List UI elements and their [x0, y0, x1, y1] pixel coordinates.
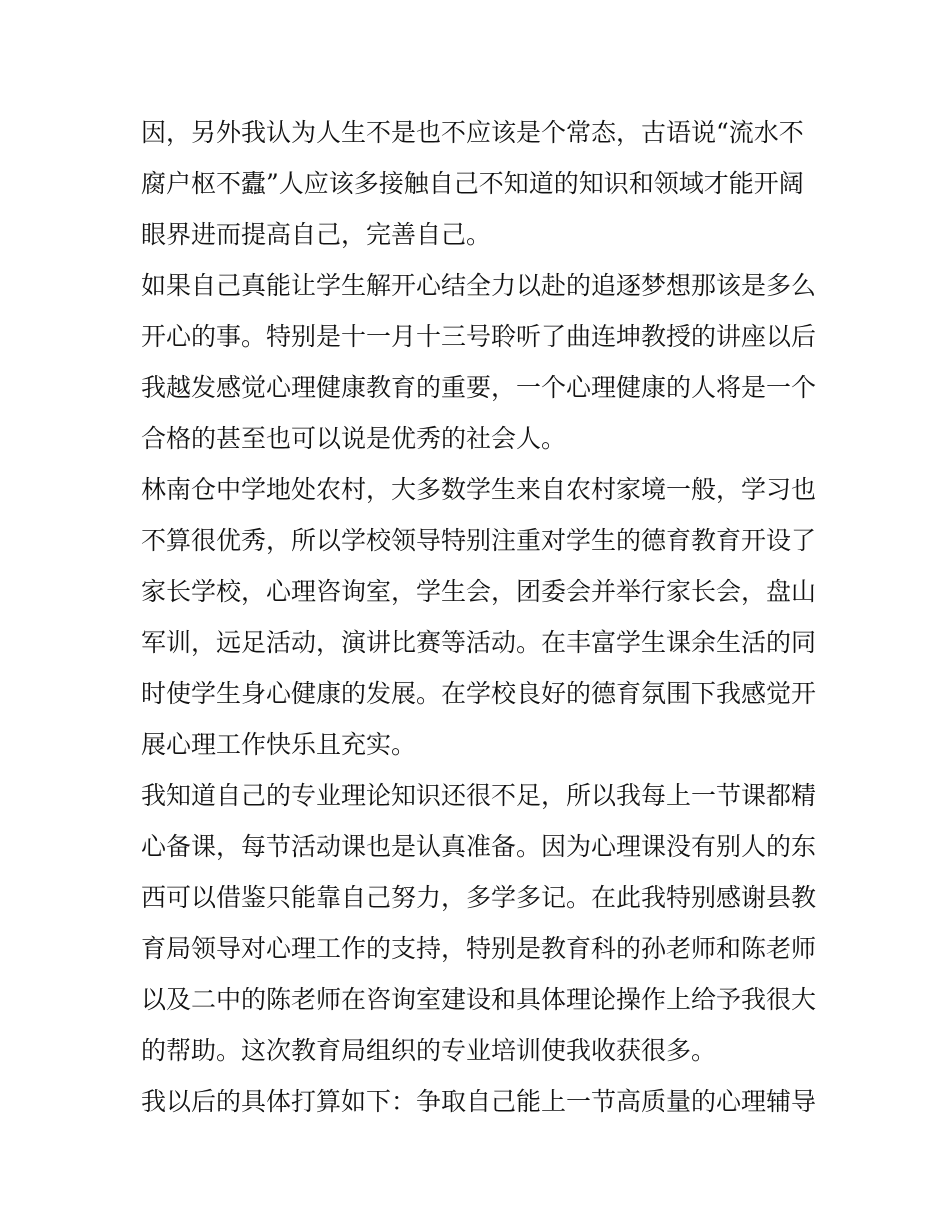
text-line: 不算很优秀，所以学校领导特别注重对学生的德育教育开设了: [141, 526, 817, 555]
text-line: 腐户枢不蠹”人应该多接触自己不知道的知识和领域才能开阔: [141, 169, 804, 198]
text-line: 我越发感觉心理健康教育的重要，一个心理健康的人将是一个: [141, 373, 817, 402]
text-line: 以及二中的陈老师在咨询室建设和具体理论操作上给予我很大: [141, 985, 817, 1014]
text-line: 军训，远足活动，演讲比赛等活动。在丰富学生课余生活的同: [141, 628, 817, 657]
document-body: [141, 107, 821, 1127]
text-line: 眼界进而提高自己，完善自己。: [141, 220, 492, 249]
text-line: 我以后的具体打算如下：争取自己能上一节高质量的心理辅导: [141, 1087, 817, 1116]
text-line: 合格的甚至也可以说是优秀的社会人。: [141, 424, 567, 453]
text-line: 我知道自己的专业理论知识还很不足，所以我每上一节课都精: [141, 781, 817, 810]
text-line: 如果自己真能让学生解开心结全力以赴的追逐梦想那该是多么: [141, 271, 817, 300]
text-line: 开心的事。特别是十一月十三号聆听了曲连坤教授的讲座以后: [141, 322, 817, 351]
text-line: 育局领导对心理工作的支持，特别是教育科的孙老师和陈老师: [141, 934, 817, 963]
text-line: 林南仓中学地处农村，大多数学生来自农村家境一般，学习也: [141, 475, 817, 504]
text-line: 时使学生身心健康的发展。在学校良好的德育氛围下我感觉开: [141, 679, 817, 708]
text-line: 展心理工作快乐且充实。: [141, 730, 417, 759]
text-line: 心备课，每节活动课也是认真准备。因为心理课没有别人的东: [141, 832, 817, 861]
text-line: 的帮助。这次教育局组织的专业培训使我收获很多。: [141, 1036, 717, 1065]
text-line: 因，另外我认为人生不是也不应该是个常态，古语说“流水不: [141, 118, 804, 147]
text-line: 西可以借鉴只能靠自己努力，多学多记。在此我特别感谢县教: [141, 883, 817, 912]
text-line: 家长学校，心理咨询室，学生会，团委会并举行家长会，盘山: [141, 577, 817, 606]
